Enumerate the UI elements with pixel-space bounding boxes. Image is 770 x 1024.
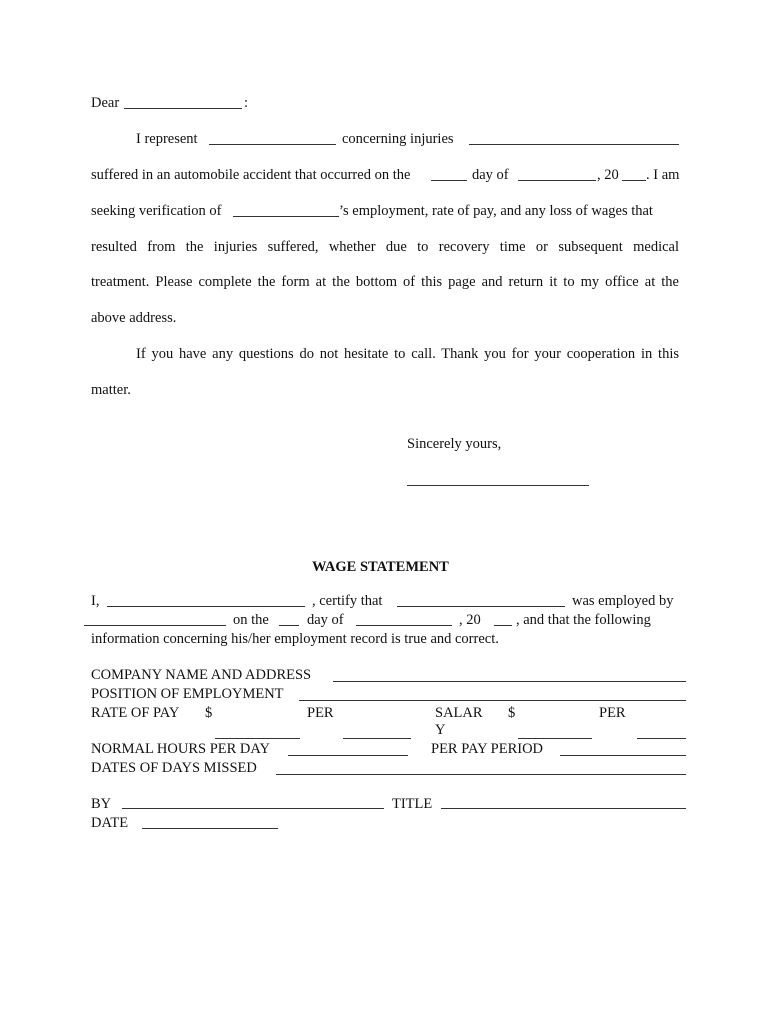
company-field[interactable] [333,681,686,682]
ws-certify-text: , certify that [312,593,383,609]
ws-employed-by-text: was employed by [572,593,674,609]
position-label: POSITION OF EMPLOYMENT [91,686,284,702]
p2-line-1: If you have any questions do not hesitate to call. Thank you for your cooperation in this [136,346,679,362]
salary-per-field[interactable] [637,738,686,739]
dates-missed-label: DATES OF DAYS MISSED [91,760,257,776]
title-label: TITLE [392,796,433,812]
p1-seeking-text: seeking verification of [91,203,222,219]
p1-represent-text: I represent [136,131,198,147]
p1-line-6: above address. [91,310,177,326]
company-label: COMPANY NAME AND ADDRESS [91,667,312,683]
ws-employee-name-blank[interactable] [397,606,565,607]
by-label: BY [91,796,112,812]
salary-label: SALAR [435,705,483,721]
p1-concerning-text: concerning injuries [342,131,454,147]
p1-dayof-text: day of [472,167,509,183]
p1-accident-text: suffered in an automobile accident that occurred on the [91,167,411,183]
p2-line-2: matter. [91,382,131,398]
position-field[interactable] [299,700,686,701]
salary-per-label: PER [599,705,626,721]
hours-field[interactable] [288,755,408,756]
employee-name-blank[interactable] [233,216,339,217]
ws-line-3: information concerning his/her employment record is true and correct. [91,631,499,647]
rate-dollar-sign: $ [205,705,213,721]
p1-line-4: resulted from the injuries suffered, whether due to recovery time or subsequent medical [91,239,679,255]
accident-month-blank[interactable] [518,180,596,181]
accident-day-blank[interactable] [431,180,467,181]
dates-missed-field[interactable] [276,774,686,775]
ws-day-blank[interactable] [279,625,299,626]
salutation-colon: : [244,95,249,111]
employer-name-blank[interactable] [84,625,226,626]
per-pay-period-field[interactable] [560,755,686,756]
hours-label: NORMAL HOURS PER DAY [91,741,270,757]
ws-i-text: I, [91,593,100,609]
rate-amount-field[interactable] [215,738,300,739]
salary-dollar-sign: $ [508,705,516,721]
rate-label: RATE OF PAY [91,705,180,721]
injuries-blank[interactable] [469,144,679,145]
certifier-name-blank[interactable] [107,606,305,607]
p1-line-5: treatment. Please complete the form at the bottom of this page and return it to my office at the [91,274,679,290]
ws-dayof-text: day of [307,612,344,628]
ws-year-blank[interactable] [494,625,512,626]
by-field[interactable] [122,808,384,809]
ws-month-blank[interactable] [356,625,452,626]
rate-per-label: PER [307,705,334,721]
salary-amount-field[interactable] [518,738,592,739]
client-name-blank[interactable] [209,144,336,145]
date-field[interactable] [142,828,278,829]
wage-statement-title: WAGE STATEMENT [312,559,449,575]
p1-iam-text: . I am [646,167,680,183]
closing: Sincerely yours, [407,436,502,452]
title-field[interactable] [441,808,686,809]
date-label: DATE [91,815,129,831]
salutation: Dear [91,95,120,111]
per-pay-period-label: PER PAY PERIOD [431,741,544,757]
signature-line[interactable] [407,485,589,486]
salary-label-wrap: Y [435,722,446,738]
ws-year-prefix: , 20 [459,612,481,628]
ws-following-text: , and that the following [516,612,651,628]
accident-year-blank[interactable] [622,180,646,181]
ws-onthe-text: on the [233,612,269,628]
p1-employment-text: ’s employment, rate of pay, and any loss of wages that [339,203,653,219]
rate-per-field[interactable] [343,738,411,739]
recipient-name-blank[interactable] [124,108,242,109]
p1-year-prefix: , 20 [597,167,619,183]
